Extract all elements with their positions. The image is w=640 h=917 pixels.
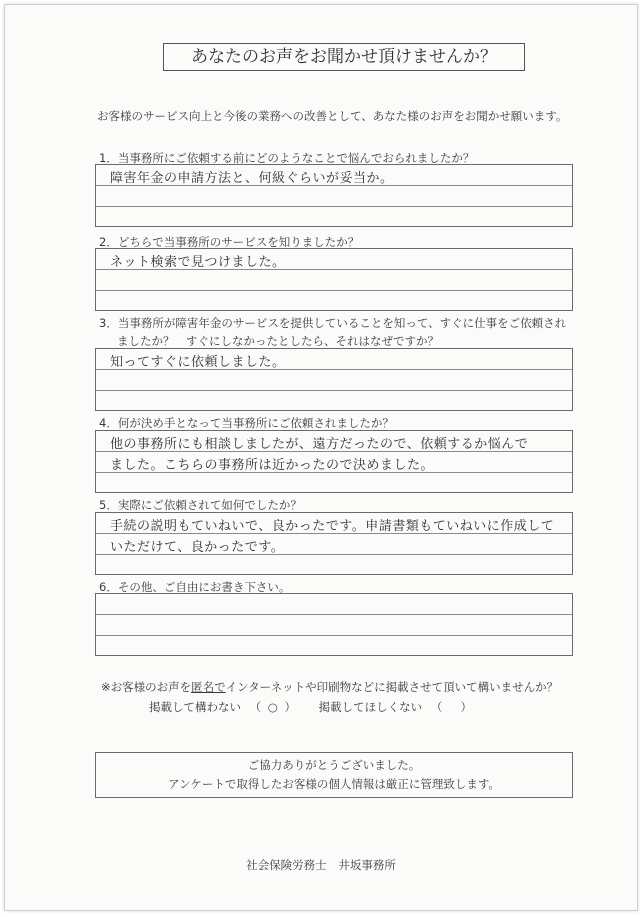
handwritten-answer-4-line-2: ました。こちらの事務所は近かったので決めました。: [110, 458, 435, 473]
handwritten-answer-5-line-1: 手続の説明もていねいで、良かったです。申請書類もていねいに作成して: [110, 519, 555, 534]
handwritten-answer-4-line-1: 他の事務所にも相談しましたが、遠方だったので、依頼するか悩んで: [110, 437, 529, 452]
option-allow-label: 掲載して構わない: [149, 700, 241, 714]
answer-line: [96, 206, 572, 207]
question-4: 4．何が決め手となって当事務所にご依頼されましたか？: [99, 416, 394, 430]
intro-text: お客様のサービス向上と今後の業務への改善として、あなた様のお声をお聞かせ願います。: [97, 109, 568, 123]
consent-question-before: ※お客様のお声を: [101, 680, 192, 694]
question-5: 5．実際にご依頼されて如何でしたか？: [99, 498, 302, 512]
publication-consent-question: [101, 679, 558, 695]
answer-box-4[interactable]: [95, 430, 573, 493]
answer-line: [96, 390, 572, 391]
handwritten-answer-5-line-2: いただけて、良かったです。: [110, 540, 285, 555]
handwritten-answer-1-line-1: 障害年金の申請方法と、何級ぐらいが妥当か。: [110, 171, 394, 186]
question-2: 2．どちらで当事務所のサービスを知りましたか？: [99, 235, 360, 249]
answer-box-1[interactable]: [95, 164, 573, 227]
question-6: 6．その他、ご自由にお書き下さい。: [99, 580, 291, 594]
footer-title: 社会保険労務士: [246, 858, 327, 872]
answer-box-2[interactable]: [95, 248, 573, 311]
footer-office-name: 井坂事務所: [338, 858, 396, 872]
thanks-line-2: アンケートで取得したお客様の個人情報は厳正に管理致します。: [168, 777, 500, 791]
answer-box-5[interactable]: [95, 512, 573, 575]
option-allow-checkbox[interactable]: （ ○ ）: [249, 700, 297, 714]
thanks-line-1: ご協力ありがとうございました。: [247, 758, 421, 772]
question-1: 1．当事務所にご依頼する前にどのようなことで悩んでおられましたか？: [99, 151, 475, 165]
question-3-continued: ましたか？ すぐにしなかったとしたら、それはなぜですか？: [117, 334, 439, 348]
consent-options: [149, 699, 474, 715]
page-title: あなたのお声をお聞かせ頂けませんか？: [163, 43, 525, 71]
answer-box-3[interactable]: [95, 348, 573, 411]
option-deny-label: 掲載してほしくない: [318, 700, 423, 714]
answer-box-6[interactable]: [95, 593, 573, 656]
question-3: 3．当事務所が障害年金のサービスを提供していることを知って、すぐに仕事をご依頼され: [99, 316, 567, 330]
consent-question-anonymous: 匿名で: [191, 680, 226, 694]
answer-line: [96, 635, 572, 636]
thanks-box: [95, 752, 573, 798]
handwritten-answer-3-line-1: 知ってすぐに依頼しました。: [110, 355, 286, 370]
survey-sheet: [4, 4, 638, 911]
office-footer: [5, 857, 637, 873]
handwritten-answer-2-line-1: ネット検索で見つけました。: [110, 255, 286, 270]
answer-line: [96, 290, 572, 291]
consent-question-after: インターネットや印刷物などに掲載させて頂いて構いませんか？: [225, 680, 559, 694]
option-deny-checkbox[interactable]: （ ）: [430, 700, 472, 714]
answer-line: [96, 614, 572, 615]
